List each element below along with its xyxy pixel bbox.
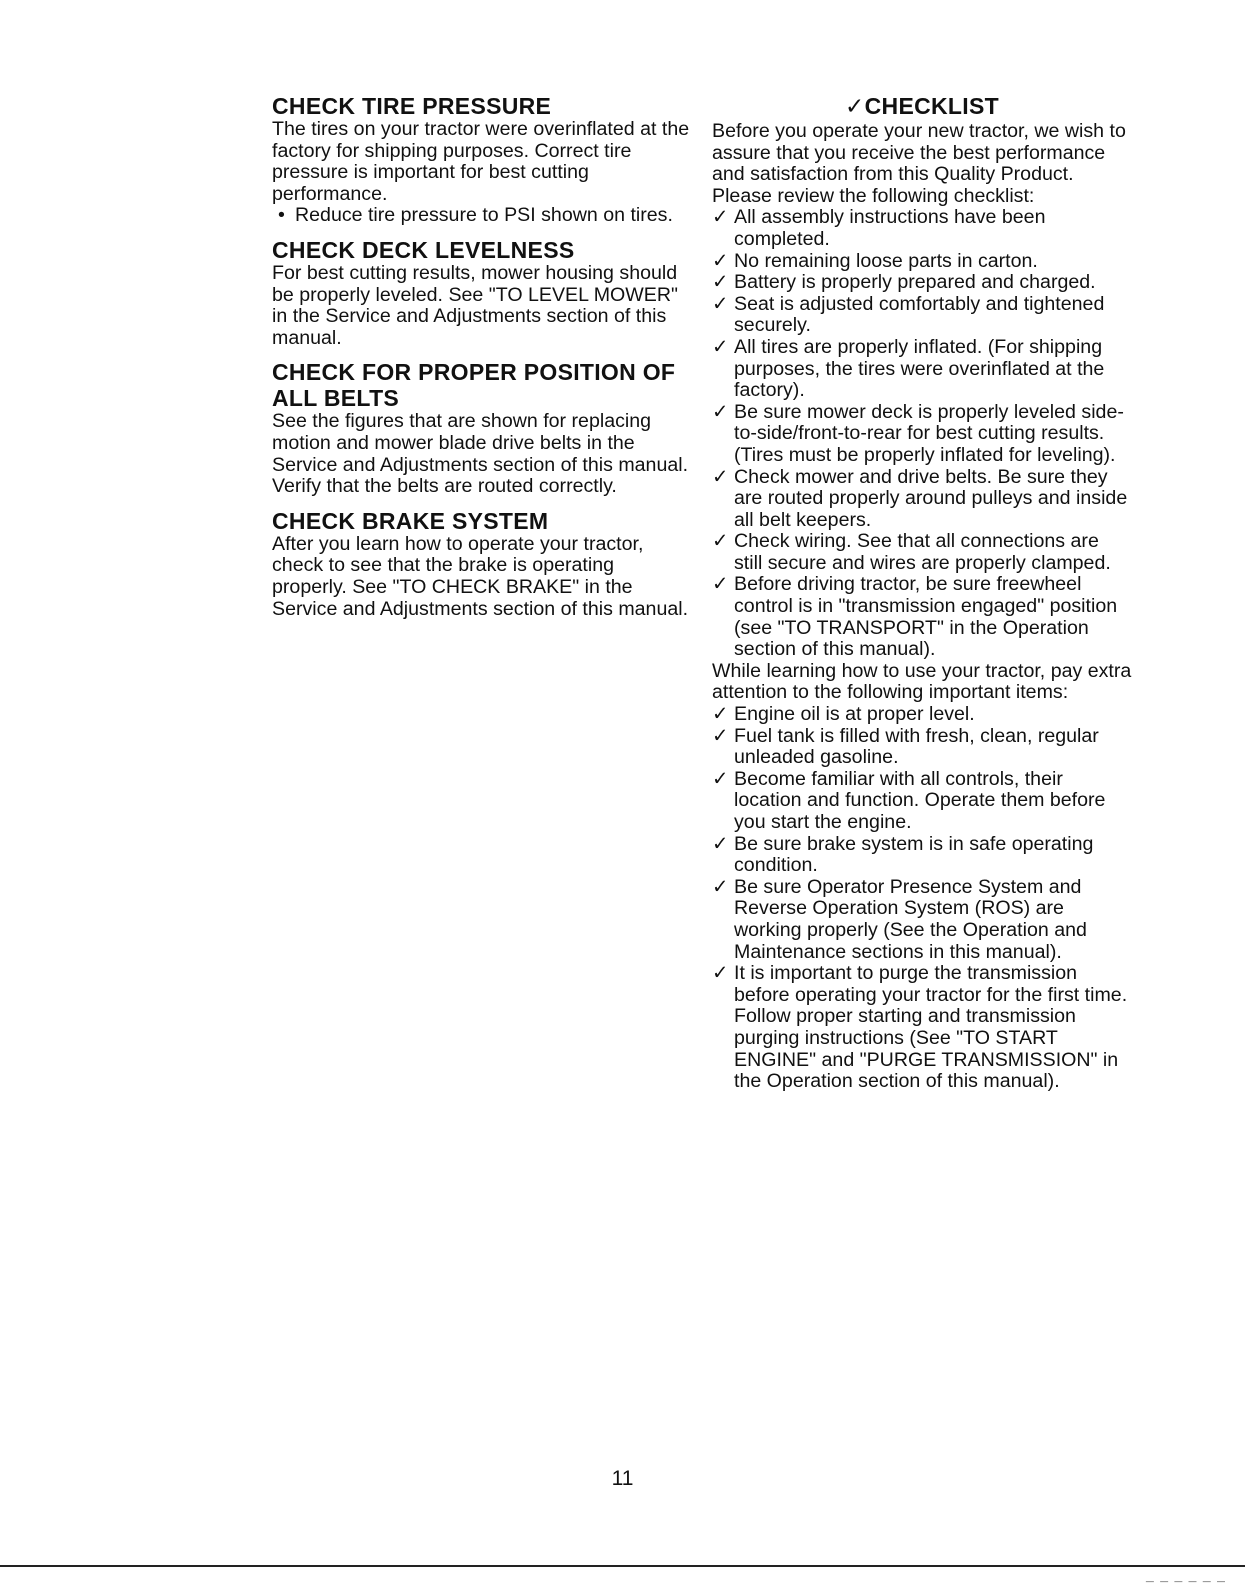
section-heading: CHECK DECK LEVELNESS — [272, 236, 575, 263]
bullet-list — [272, 205, 692, 227]
check-mark-icon: ✓ — [712, 962, 729, 985]
section-deck-levelness — [272, 237, 692, 349]
checklist — [712, 207, 1132, 660]
checklist-item — [712, 207, 1132, 250]
check-mark-icon: ✓ — [712, 400, 729, 423]
section-heading: CHECK FOR PROPER POSITION OF ALL BELTS — [272, 359, 676, 412]
checklist-review-line: Please review the following checklist: — [712, 184, 1035, 207]
important-item-text: Be sure brake system is in safe operating condition. — [734, 832, 1094, 877]
checklist-item-text: No remaining loose parts in carton. — [734, 249, 1038, 272]
checklist-item — [712, 467, 1132, 532]
check-mark-icon: ✓ — [845, 93, 865, 119]
checklist-item-text: Seat is adjusted comfortably and tightened securely. — [734, 292, 1105, 337]
checklist-heading — [712, 93, 1132, 119]
important-item — [712, 726, 1132, 769]
check-mark-icon: ✓ — [712, 703, 729, 726]
important-item-text: Engine oil is at proper level. — [734, 703, 975, 726]
page-number: 11 — [611, 1467, 634, 1490]
checklist-item — [712, 337, 1132, 402]
scan-edge-marks: — — — — — — — [1145, 1577, 1227, 1586]
while-learning-paragraph: While learning how to use your tractor, pay extra attention to the following important items: — [712, 659, 1132, 704]
checklist-title: CHECKLIST — [864, 93, 999, 119]
section-paragraph: After you learn how to operate your tractor, check to see that the brake is operating properly. See "TO CHECK BRAKE" in the Service and Adjustments section of this manual. — [272, 532, 689, 620]
important-item — [712, 963, 1132, 1093]
checklist-item — [712, 251, 1132, 273]
section-heading: CHECK TIRE PRESSURE — [272, 93, 552, 119]
check-mark-icon: ✓ — [712, 335, 729, 358]
check-mark-icon: ✓ — [712, 465, 729, 488]
section-paragraph: The tires on your tractor were overinflated at the factory for shipping purposes. Correct tire pressure is important for best cutting performance. — [272, 118, 690, 205]
important-item — [712, 704, 1132, 726]
checklist-item — [712, 402, 1132, 467]
bullet-item: • Reduce tire pressure to PSI shown on tires. — [272, 205, 692, 227]
important-items-list — [712, 704, 1132, 1093]
important-item-text: Be sure Operator Presence System and Reverse Operation System (ROS) are working properly (See the Operation and Maintenance sections in this manual). — [734, 875, 1087, 963]
check-mark-icon: ✓ — [712, 767, 729, 790]
section-paragraph: For best cutting results, mower housing should be properly leveled. See "TO LEVEL MOWER" in the Service and Adjustments section of this manual. — [272, 261, 678, 349]
section-brake-system — [272, 508, 692, 620]
important-item — [712, 877, 1132, 963]
check-mark-icon: ✓ — [712, 249, 729, 272]
section-belts — [272, 359, 692, 497]
checklist-item-text: Battery is properly prepared and charged. — [734, 271, 1096, 294]
checklist-item — [712, 294, 1132, 337]
checklist-item-text: Before driving tractor, be sure freewheel control is in "transmission engaged" position (see "TO TRANSPORT" in the Operation section of this manual). — [734, 573, 1118, 661]
checklist-item — [712, 272, 1132, 294]
checklist-item-text: Check mower and drive belts. Be sure they are routed properly around pulleys and inside all belt keepers. — [734, 465, 1128, 531]
important-item-text: Fuel tank is filled with fresh, clean, regular unleaded gasoline. — [734, 724, 1099, 769]
bottom-divider — [0, 1565, 1245, 1567]
check-mark-icon: ✓ — [712, 832, 729, 855]
section-paragraph: See the figures that are shown for replacing motion and mower blade drive belts in the Service and Adjustments section of this manual. Verify that the belts are routed correctly. — [272, 410, 689, 498]
check-mark-icon: ✓ — [712, 530, 729, 553]
important-item — [712, 834, 1132, 877]
checklist-item — [712, 574, 1132, 660]
important-item — [712, 769, 1132, 834]
section-tire-pressure — [272, 93, 692, 227]
check-mark-icon: ✓ — [712, 271, 729, 294]
checklist-item — [712, 531, 1132, 574]
important-item-text: It is important to purge the transmission before operating your tractor for the first time. Follow proper starting and transmission purging instructions (See "TO START ENGINE" and "PURGE TRANSMISSION" in the Operation section of this manual). — [734, 962, 1128, 1093]
checklist-intro: Before you operate your new tractor, we wish to assure that you receive the best performance and satisfaction from this Quality Product. — [712, 120, 1126, 186]
important-item-text: Become familiar with all controls, their location and function. Operate them before you start the engine. — [734, 767, 1106, 833]
right-column — [712, 93, 1132, 1093]
checklist-item-text: Check wiring. See that all connections are still secure and wires are properly clamped. — [734, 530, 1111, 574]
section-heading: CHECK BRAKE SYSTEM — [272, 507, 549, 534]
checklist-item-text: All tires are properly inflated. (For shipping purposes, the tires were overinflated at the factory). — [734, 335, 1105, 402]
left-column — [272, 93, 692, 630]
checklist-item-text: Be sure mower deck is properly leveled side-to-side/front-to-rear for best cutting results. (Tires must be properly inflated for leveling). — [734, 400, 1124, 466]
check-mark-icon: ✓ — [712, 875, 729, 898]
check-mark-icon: ✓ — [712, 573, 729, 596]
check-mark-icon: ✓ — [712, 724, 729, 747]
checklist-item-text: All assembly instructions have been completed. — [734, 206, 1046, 250]
check-mark-icon: ✓ — [712, 292, 729, 315]
check-mark-icon: ✓ — [712, 206, 729, 229]
